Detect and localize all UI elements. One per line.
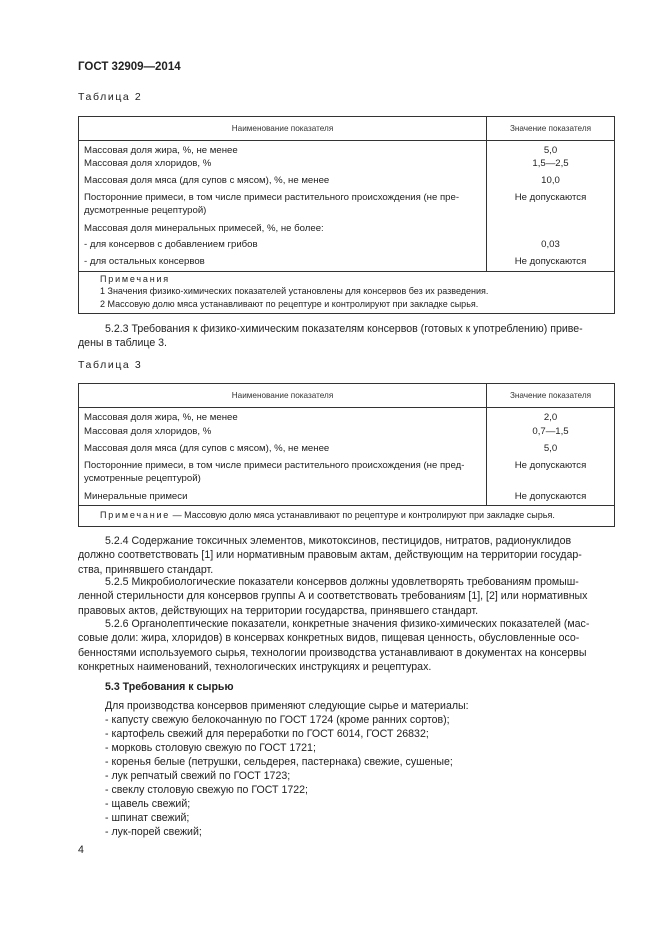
table-row: Массовая доля жира, %, не менее bbox=[79, 141, 487, 158]
table-cell-value: 2,0 bbox=[487, 408, 615, 425]
paragraph-5-2-6 bbox=[78, 617, 615, 675]
table-row: Массовая доля хлоридов, % bbox=[79, 425, 487, 442]
text-line: ленной стерильности для консервов группы А и соответствовать требованиям [1], [2] или нормативных bbox=[78, 590, 588, 603]
text-line: совые доли: жира, хлоридов) в консервах конкретных видов, пищевая ценность, обусловленные осо- bbox=[78, 632, 580, 645]
table3-note bbox=[79, 506, 615, 527]
paragraph-5-2-3 bbox=[78, 322, 615, 351]
page-number: 4 bbox=[78, 844, 84, 856]
text-line: 5.2.3 Требования к физико-химическим показателям консервов (готовых к употреблению) приве- bbox=[105, 323, 583, 335]
table-row: Массовая доля мяса (для супов с мясом), %, не менее bbox=[79, 174, 487, 191]
table-row bbox=[79, 459, 487, 490]
text-line: 5.2.6 Органолептические показатели, конкретные значения физико-химических показателей (мас- bbox=[105, 618, 590, 630]
list-item: - шпинат свежий; bbox=[105, 812, 190, 824]
list-item: - капусту свежую белокочанную по ГОСТ 1724 (кроме ранних сортов); bbox=[105, 714, 450, 726]
table3-header-value: Значение показателя bbox=[487, 384, 615, 408]
text-line: конкретных наименований, технологических инструкциях и рецептурах. bbox=[78, 661, 432, 674]
row-text-line2: дусмотренные рецептурой) bbox=[84, 205, 207, 216]
table2-header-value: Значение показателя bbox=[487, 117, 615, 141]
text-line: правовых актов, действующих на территории государства, принявшего стандарт. bbox=[78, 604, 479, 617]
text-line: 5.2.5 Микробиологические показатели консервов должны удовлетворять требованиям промыш- bbox=[105, 576, 579, 588]
note-label: Примечание bbox=[100, 510, 171, 520]
list-item: - коренья белые (петрушки, сельдерея, пастернака) свежие, сушеные; bbox=[105, 756, 453, 768]
note-text: — Массовую долю мяса устанавливают по рецептуре и контролируют при закладке сырья. bbox=[170, 510, 555, 520]
list-item: - лук-порей свежий; bbox=[105, 826, 202, 838]
paragraph-5-2-5 bbox=[78, 575, 615, 618]
table-cell-value bbox=[487, 222, 615, 238]
section-5-3-intro: Для производства консервов применяют следующие сырье и материалы: bbox=[105, 700, 469, 712]
table-cell-value: 10,0 bbox=[487, 174, 615, 191]
text-line: ства, принявшего стандарт. bbox=[78, 563, 214, 576]
list-item: - свеклу столовую свежую по ГОСТ 1722; bbox=[105, 784, 308, 796]
text-line: дены в таблице 3. bbox=[78, 337, 167, 350]
list-item: - щавель свежий; bbox=[105, 798, 191, 810]
table-row: - для консервов с добавлением грибов bbox=[79, 238, 487, 255]
table-row: Массовая доля минеральных примесей, %, не более: bbox=[79, 222, 487, 238]
table-cell-value: 5,0 bbox=[487, 442, 615, 459]
list-item: - лук репчатый свежий по ГОСТ 1723; bbox=[105, 770, 291, 782]
table-row: Массовая доля мяса (для супов с мясом), %, не менее bbox=[79, 442, 487, 459]
table-cell-value: Не допускаются bbox=[487, 459, 615, 490]
table-row: Массовая доля жира, %, не менее bbox=[79, 408, 487, 425]
list-item: - картофель свежий для переработки по ГОСТ 6014, ГОСТ 26832; bbox=[105, 728, 429, 740]
note-2: 2 Массовую долю мяса устанавливают по рецептуре и контролируют при закладке сырья. bbox=[100, 298, 479, 309]
table3 bbox=[78, 383, 615, 527]
table-cell-value: 0,03 bbox=[487, 238, 615, 255]
section-5-3-title: 5.3 Требования к сырью bbox=[105, 681, 234, 693]
note-1: 1 Значения физико-химических показателей установлены для консервов без их разведения. bbox=[100, 286, 489, 296]
text-line: должно соответствовать [1] или нормативным правовым актам, действующим на территории государ- bbox=[78, 549, 582, 562]
table-cell-value: Не допускаются bbox=[487, 255, 615, 271]
table2 bbox=[78, 116, 615, 314]
document-header: ГОСТ 32909—2014 bbox=[78, 61, 181, 73]
table-cell-value: 0,7—1,5 bbox=[487, 425, 615, 442]
row-text-line1: Посторонние примеси, в том числе примеси растительного происхождения (не пре- bbox=[84, 192, 460, 203]
paragraph-5-2-4 bbox=[78, 534, 615, 577]
table-cell-value: 5,0 bbox=[487, 141, 615, 158]
table-cell-value: Не допускаются bbox=[487, 191, 615, 222]
table3-caption: Таблица 3 bbox=[78, 359, 143, 371]
table-row bbox=[79, 191, 487, 222]
table-row: Минеральные примеси bbox=[79, 490, 487, 506]
table-cell-value: 1,5—2,5 bbox=[487, 157, 615, 174]
table-cell-value: Не допускаются bbox=[487, 490, 615, 506]
table2-notes bbox=[79, 271, 615, 314]
table-row: Массовая доля хлоридов, % bbox=[79, 157, 487, 174]
list-item: - морковь столовую свежую по ГОСТ 1721; bbox=[105, 742, 316, 754]
notes-title: Примечания bbox=[100, 273, 170, 284]
text-line: 5.2.4 Содержание токсичных элементов, микотоксинов, пестицидов, нитратов, радионуклидов bbox=[105, 535, 572, 547]
table2-header-name: Наименование показателя bbox=[79, 117, 487, 141]
table-row: - для остальных консервов bbox=[79, 255, 487, 271]
table2-caption: Таблица 2 bbox=[78, 91, 143, 103]
text-line: бенностями используемого сырья, технологии производства устанавливают в документах на консервы bbox=[78, 646, 587, 659]
row-text-line2: усмотренные рецептурой) bbox=[84, 472, 201, 484]
row-text-line1: Посторонние примеси, в том числе примеси растительного происхождения (не пред- bbox=[84, 459, 465, 471]
table3-header-name: Наименование показателя bbox=[79, 384, 487, 408]
